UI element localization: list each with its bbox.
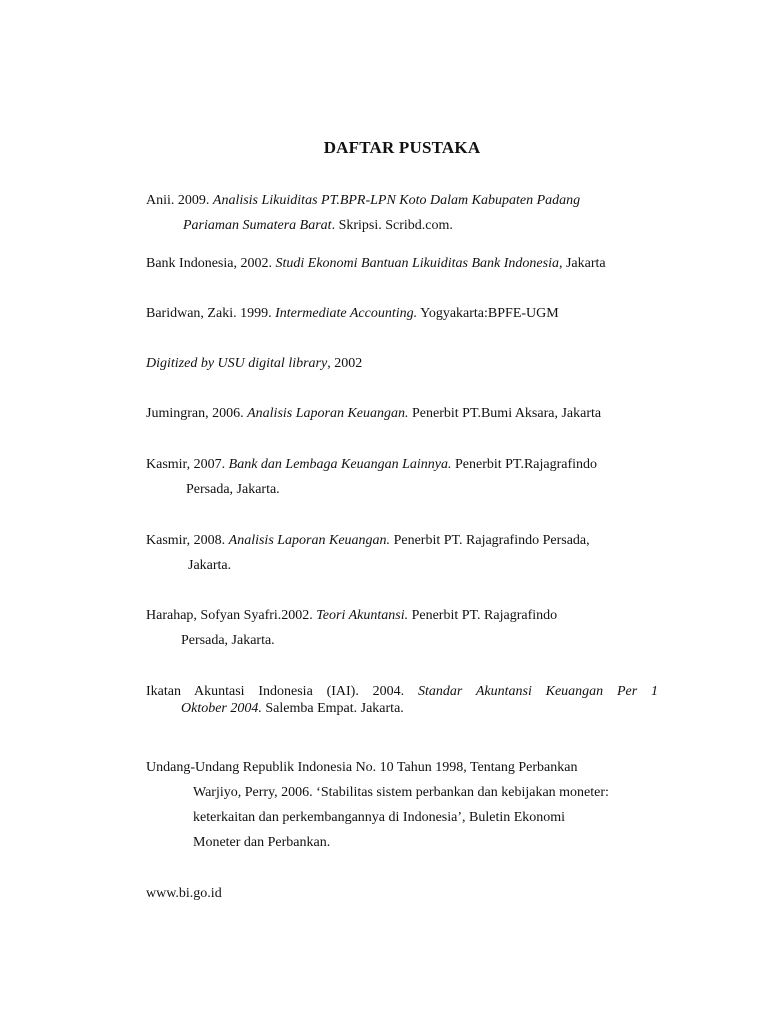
- reference-title-continued: Oktober 2004.: [181, 701, 262, 716]
- reference-title: Standar Akuntansi Keuangan Per 1: [417, 684, 658, 699]
- reference-line: [146, 528, 658, 553]
- reference-anii: [146, 188, 658, 238]
- reference-author-year: Kasmir, 2007.: [146, 457, 229, 472]
- reference-digitized: [146, 351, 658, 376]
- reference-author-year: Harahap, Sofyan Syafri.2002.: [146, 608, 317, 623]
- reference-iai: [146, 683, 658, 717]
- reference-author-year: Kasmir, 2008.: [146, 533, 229, 548]
- reference-kasmir-2008: [146, 528, 658, 578]
- reference-line: [146, 401, 658, 426]
- reference-publisher: Penerbit PT.Rajagrafindo: [451, 457, 598, 472]
- reference-publisher: Penerbit PT.Bumi Aksara, Jakarta: [408, 406, 602, 421]
- reference-line: keterkaitan dan perkembangannya di Indonesia’, Buletin Ekonomi: [193, 810, 566, 825]
- reference-author-year: Ikatan Akuntasi Indonesia (IAI). 2004.: [146, 684, 418, 699]
- reference-baridwan: [146, 301, 658, 326]
- reference-line: [146, 603, 658, 628]
- reference-line: Moneter dan Perbankan.: [193, 835, 331, 850]
- reference-title: Bank dan Lembaga Keuangan Lainnya.: [228, 457, 452, 472]
- reference-publisher: Penerbit PT. Rajagrafindo Persada,: [390, 533, 590, 548]
- reference-title: Intermediate Accounting.: [275, 306, 418, 321]
- reference-title: Analisis Laporan Keuangan.: [247, 406, 409, 421]
- reference-warjiyo: [146, 780, 658, 855]
- reference-author-year: Jumingran, 2006.: [146, 406, 248, 421]
- reference-line: Persada, Jakarta.: [186, 482, 280, 497]
- reference-line: [146, 251, 658, 276]
- page-title: DAFTAR PUSTAKA: [323, 138, 481, 157]
- reference-title: Digitized by USU digital library: [146, 356, 328, 371]
- reference-line: Jakarta.: [188, 558, 232, 573]
- reference-line: [146, 683, 658, 700]
- reference-line: [146, 301, 658, 326]
- reference-website: [146, 881, 658, 906]
- reference-publisher: Salemba Empat. Jakarta.: [261, 701, 404, 716]
- reference-title: Analisis Laporan Keuangan.: [228, 533, 391, 548]
- reference-line: Undang-Undang Republik Indonesia No. 10 Tahun 1998, Tentang Perbankan: [146, 760, 578, 775]
- reference-line: Warjiyo, Perry, 2006. ‘Stabilitas sistem perbankan dan kebijakan moneter:: [193, 785, 609, 800]
- reference-author-year: Bank Indonesia, 2002.: [146, 256, 276, 271]
- reference-line: [146, 213, 658, 238]
- reference-line: [146, 188, 658, 213]
- reference-author-year: Anii. 2009.: [146, 193, 213, 208]
- reference-bank-indonesia: [146, 251, 658, 276]
- reference-jumingran: [146, 401, 658, 426]
- reference-line: Persada, Jakarta.: [181, 633, 275, 648]
- reference-author-year: Baridwan, Zaki. 1999.: [146, 306, 276, 321]
- reference-publisher: , Jakarta: [558, 256, 606, 271]
- reference-line: [146, 452, 658, 477]
- reference-title: Studi Ekonomi Bantuan Likuiditas Bank Indonesia: [275, 256, 559, 271]
- reference-harahap: [146, 603, 658, 653]
- reference-title: Teori Akuntansi.: [316, 608, 409, 623]
- reference-undang-undang: [146, 755, 658, 780]
- reference-title-continued: Pariaman Sumatera Barat: [183, 218, 332, 233]
- reference-year: , 2002: [327, 356, 363, 371]
- reference-kasmir-2007: [146, 452, 658, 502]
- reference-line: [146, 700, 658, 717]
- reference-publisher: Yogyakarta:BPFE-UGM: [417, 306, 559, 321]
- reference-publisher: . Skripsi. Scribd.com.: [331, 218, 453, 233]
- reference-publisher: Penerbit PT. Rajagrafindo: [408, 608, 558, 623]
- reference-url: www.bi.go.id: [146, 886, 222, 901]
- reference-line: [146, 351, 658, 376]
- reference-title: Analisis Likuiditas PT.BPR-LPN Koto Dalam Kabupaten Padang: [212, 193, 581, 208]
